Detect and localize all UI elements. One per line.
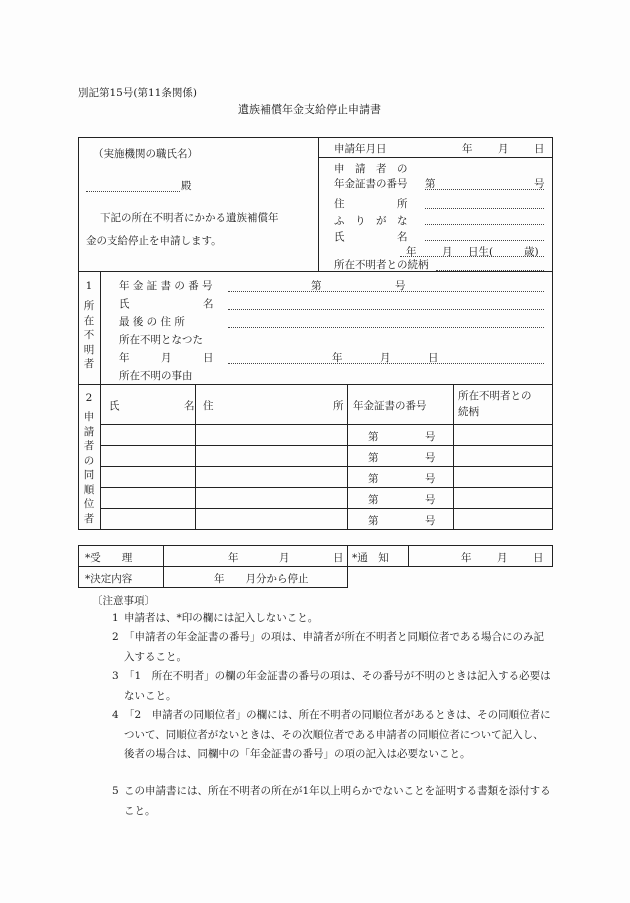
row1-go: 号 [425, 431, 436, 443]
missing-date-label: 年 月 日 [119, 352, 214, 364]
date-day-unit: 日 [534, 143, 545, 155]
form-title: 遺族補償年金支給停止申請書 [238, 103, 381, 116]
missing-pension-field[interactable] [228, 291, 544, 292]
birth-year-unit: 年 [406, 246, 417, 258]
note-3: 3 「1 所在不明者」の欄の年金証書の番号の項は、その番号が不明のときは記入する必要はないこと。 [112, 670, 551, 702]
agency-name-field[interactable] [86, 191, 180, 192]
notice-day: 日 [533, 552, 544, 564]
section1-side-label: 所在不明者 [83, 300, 95, 370]
received-day: 日 [333, 552, 344, 564]
col-name-a: 氏 [109, 400, 120, 412]
note-5: 5 この申請書には、所在不明者の所在が1年以上明らかでないことを証明する書類を添付すること。 [112, 785, 551, 817]
note-4: 4 「2 申請者の同順位者」の欄には、所在不明者の同順位者があるときは、その同順位者について、同順位者がないときは、その次順位者である申請者の同順位者について記入し、後者の場合は、同欄中の「年金証書の番号」の項の記入は必要ないこと。 [112, 709, 551, 760]
applicant-relation-field[interactable] [436, 270, 544, 271]
missing-pension-label: 年 金 証 書 の 番 号 [119, 280, 213, 292]
birth-day-unit: 日生( [468, 246, 494, 258]
decision-label: *決定内容 [85, 573, 133, 585]
col-address-a: 住 [203, 400, 214, 412]
birth-month-unit: 月 [442, 246, 453, 258]
applicant-name-label: 氏 名 [334, 231, 408, 243]
form-number: 別記第15号(第11条関係) [78, 87, 197, 99]
notes-heading: 〔注意事項〕 [92, 595, 155, 607]
agency-label: （実施機関の職氏名） [93, 148, 198, 160]
notice-label: *通 知 [352, 552, 389, 564]
row5-dai: 第 [368, 515, 379, 527]
section2-side-label: 申請者の同順位者 [83, 411, 95, 525]
section1-number: 1 [85, 280, 93, 292]
col-name-b: 名 [184, 400, 195, 412]
missing-month-unit: 月 [380, 352, 391, 364]
missing-name-field[interactable] [228, 309, 544, 310]
honorific: 殿 [181, 180, 192, 192]
col-relation-2: 続柄 [458, 406, 479, 418]
row2-dai: 第 [368, 452, 379, 464]
missing-date-field[interactable] [228, 363, 544, 364]
missing-name-label: 氏 名 [119, 298, 214, 310]
applicant-address-label: 住 所 [334, 198, 408, 210]
applicant-pension-label-1: 申 請 者 の [334, 163, 408, 175]
col-relation-1: 所在不明者との [458, 390, 532, 402]
missing-pension-dai: 第 [311, 280, 322, 292]
row5-go: 号 [425, 515, 436, 527]
application-date-label: 申請年月日 [334, 143, 387, 155]
applicant-relation-label: 所在不明者との続柄 [334, 259, 429, 271]
request-text-line1: 下記の所在不明者にかかる遺族補償年 [100, 212, 279, 224]
col-pension-number: 年金証書の番号 [353, 400, 427, 412]
received-month: 月 [279, 552, 290, 564]
notice-year: 年 [461, 552, 472, 564]
missing-reason-label: 所在不明の事由 [119, 370, 193, 382]
missing-since-label: 所在不明となつた [119, 334, 203, 346]
age-unit: 歳) [524, 246, 539, 258]
col-address-b: 所 [333, 400, 344, 412]
row4-go: 号 [425, 494, 436, 506]
applicant-pension-label-2: 年金証書の番号 [334, 178, 408, 190]
row3-dai: 第 [368, 473, 379, 485]
pension-go: 号 [534, 178, 545, 190]
missing-last-address-field[interactable] [228, 327, 544, 328]
note-2: 2 「申請者の年金証書の番号」の項は、申請者が所在不明者と同順位者である場合にのみ記入すること。 [112, 631, 544, 663]
section2-number: 2 [85, 392, 93, 404]
pension-dai: 第 [425, 178, 436, 190]
row2-go: 号 [425, 452, 436, 464]
row1-dai: 第 [368, 431, 379, 443]
received-label: *受 理 [85, 552, 133, 564]
row4-dai: 第 [368, 494, 379, 506]
row3-go: 号 [425, 473, 436, 485]
applicant-address-field[interactable] [425, 208, 544, 209]
notice-month: 月 [497, 552, 508, 564]
applicant-furigana-field[interactable] [425, 224, 544, 225]
date-year-unit: 年 [462, 143, 473, 155]
date-month-unit: 月 [498, 143, 509, 155]
decision-value: 年 月分から停止 [214, 573, 309, 585]
note-1: 1 申請者は、*印の欄には記入しないこと。 [112, 612, 319, 624]
applicant-furigana-label: ふ り が な [334, 215, 408, 227]
missing-year-unit: 年 [332, 352, 343, 364]
applicant-name-field[interactable] [425, 240, 544, 241]
missing-pension-go: 号 [395, 280, 406, 292]
received-year: 年 [228, 552, 239, 564]
applicant-pension-field[interactable] [425, 189, 544, 190]
request-text-line2: 金の支給停止を申請します。 [86, 235, 222, 247]
missing-last-address-label: 最 後 の 住 所 [119, 316, 185, 328]
missing-day-unit: 日 [428, 352, 439, 364]
